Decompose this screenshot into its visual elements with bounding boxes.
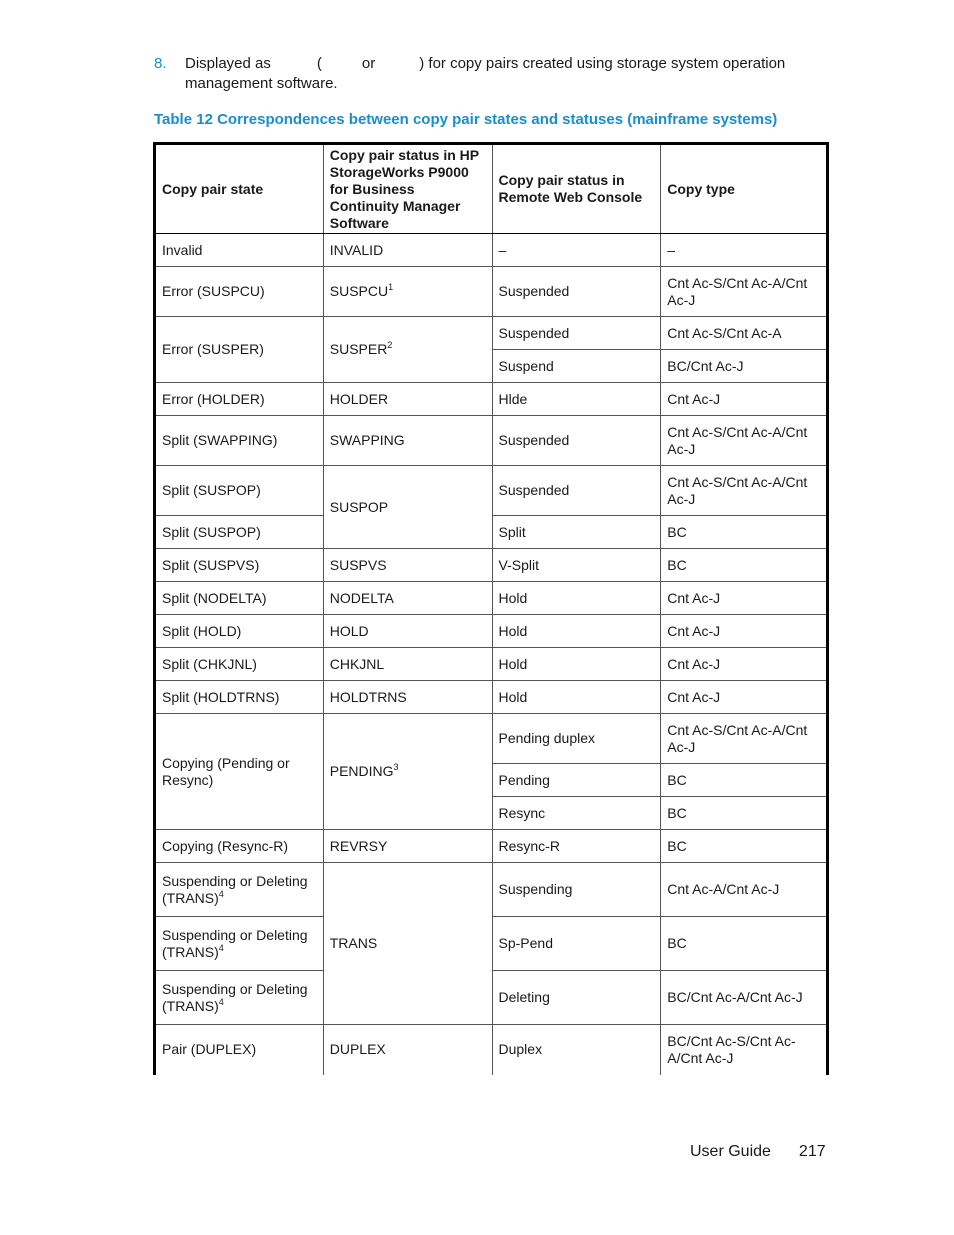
table-row (155, 466, 828, 516)
cell-rwc-status: Suspend (492, 350, 661, 383)
cell-state: Split (CHKJNL) (155, 648, 324, 681)
table-row (155, 549, 828, 582)
cell-rwc-status: V-Split (492, 549, 661, 582)
cell-bcm-status: HOLD (323, 615, 492, 648)
cell-state: Split (SUSPVS) (155, 549, 324, 582)
cell-state: Split (SWAPPING) (155, 416, 324, 466)
cell-copy-type: Cnt Ac-S/Cnt Ac-A/Cnt Ac-J (661, 466, 828, 516)
cell-copy-type: Cnt Ac-A/Cnt Ac-J (661, 863, 828, 917)
footnote-text-d: ) for copy pairs created using storage system operation management software. (185, 55, 786, 92)
cell-rwc-status: Split (492, 516, 661, 549)
cell-bcm-status: SUSPOP (323, 466, 492, 549)
cell-copy-type: BC (661, 917, 828, 971)
cell-rwc-status: Pending (492, 764, 661, 797)
footnote-ref: 1 (388, 282, 394, 292)
cell-state: Split (HOLDTRNS) (155, 681, 324, 714)
cell-bcm-status: SUSPER$^2$ (323, 317, 492, 383)
table-row (155, 714, 828, 764)
cell-state: Split (NODELTA) (155, 582, 324, 615)
cell-copy-type: BC/Cnt Ac-S/Cnt Ac-A/Cnt Ac-J (661, 1025, 828, 1075)
table-row (155, 648, 828, 681)
table-row (155, 582, 828, 615)
cell-state: Split (SUSPOP) (155, 466, 324, 516)
page-number: 217 (798, 1143, 826, 1160)
cell-bcm-status: NODELTA (323, 582, 492, 615)
cell-state: Error (SUSPCU) (155, 267, 324, 317)
cell-bcm-status: REVRSY (323, 830, 492, 863)
cell-bcm-status: SUSPVS (323, 549, 492, 582)
cell-bcm-status: HOLDTRNS (323, 681, 492, 714)
footnote-body (185, 54, 815, 94)
cell-bcm-status: SWAPPING (323, 416, 492, 466)
table-row (155, 383, 828, 416)
cell-rwc-status: Suspended (492, 466, 661, 516)
header-copy-type: Copy type (661, 144, 828, 234)
table-row (155, 416, 828, 466)
cell-bcm-status: PENDING$^3$ (323, 714, 492, 830)
cell-copy-type: BC/Cnt Ac-A/Cnt Ac-J (661, 971, 828, 1025)
footnote-text-c: or (361, 55, 376, 72)
cell-state: Copying (Pending or Resync) (155, 714, 324, 830)
cell-copy-type: BC/Cnt Ac-J (661, 350, 828, 383)
cell-copy-type: Cnt Ac-S/Cnt Ac-A (661, 317, 828, 350)
cell-copy-type: – (661, 234, 828, 267)
table-row (155, 267, 828, 317)
header-copy-pair-state: Copy pair state (155, 144, 324, 234)
cell-rwc-status: Suspended (492, 416, 661, 466)
cell-state: Suspending or Deleting (TRANS)$^4$ (155, 971, 324, 1025)
cell-rwc-status: Hold (492, 582, 661, 615)
cell-copy-type: Cnt Ac-J (661, 615, 828, 648)
cell-bcm-status: CHKJNL (323, 648, 492, 681)
cell-rwc-status: Suspending (492, 863, 661, 917)
cell-copy-type: BC (661, 516, 828, 549)
cell-state: Pair (DUPLEX) (155, 1025, 324, 1075)
table-row (155, 863, 828, 917)
cell-copy-type: BC (661, 549, 828, 582)
cell-copy-type: Cnt Ac-S/Cnt Ac-A/Cnt Ac-J (661, 267, 828, 317)
footnote-ref: 4 (218, 888, 224, 899)
cell-copy-type: BC (661, 830, 828, 863)
footnote-ref: 3 (393, 762, 399, 772)
footnote-text-b: ( (316, 55, 322, 72)
footnote-text-a: Displayed as (185, 55, 271, 72)
cell-state: Invalid (155, 234, 324, 267)
cell-bcm-status: HOLDER (323, 383, 492, 416)
cell-rwc-status: Resync-R (492, 830, 661, 863)
cell-copy-type: Cnt Ac-J (661, 582, 828, 615)
cell-state: Copying (Resync-R) (155, 830, 324, 863)
cell-state: Split (SUSPOP) (155, 516, 324, 549)
cell-rwc-status: Hold (492, 648, 661, 681)
table-row (155, 317, 828, 350)
footnote-ref: 4 (218, 996, 224, 1007)
table-row (155, 234, 828, 267)
cell-bcm-status: SUSPCU$^1$ (323, 267, 492, 317)
cell-copy-type: Cnt Ac-S/Cnt Ac-A/Cnt Ac-J (661, 416, 828, 466)
header-bcm-status: Copy pair status in HP StorageWorks P9000 for Business Continuity Manager Software (323, 144, 492, 234)
table-row (155, 615, 828, 648)
cell-state: Suspending or Deleting (TRANS)$^4$ (155, 863, 324, 917)
cell-state: Suspending or Deleting (TRANS)$^4$ (155, 917, 324, 971)
footnote-ref: 2 (387, 340, 393, 350)
cell-copy-type: BC (661, 797, 828, 830)
table-row (155, 1025, 828, 1075)
footer-guide-title: User Guide (690, 1143, 771, 1160)
page-footer (690, 1143, 826, 1161)
table-header-row (155, 144, 828, 234)
cell-state: Error (SUSPER) (155, 317, 324, 383)
cell-rwc-status: Suspended (492, 267, 661, 317)
cell-copy-type: Cnt Ac-J (661, 383, 828, 416)
copy-pair-table (153, 142, 829, 1075)
cell-rwc-status: Hold (492, 681, 661, 714)
table-row (155, 681, 828, 714)
cell-copy-type: BC (661, 764, 828, 797)
cell-rwc-status: Sp-Pend (492, 917, 661, 971)
cell-rwc-status: Suspended (492, 317, 661, 350)
footnote-number: 8. (154, 55, 167, 72)
table-caption: Table 12 Correspondences between copy pair states and statuses (mainframe systems) (154, 111, 778, 128)
cell-bcm-status: TRANS (323, 863, 492, 1025)
cell-rwc-status: Hlde (492, 383, 661, 416)
cell-bcm-status: DUPLEX (323, 1025, 492, 1075)
table-row (155, 830, 828, 863)
footnote-ref: 4 (218, 942, 224, 953)
cell-bcm-status: INVALID (323, 234, 492, 267)
cell-rwc-status: Duplex (492, 1025, 661, 1075)
cell-rwc-status: – (492, 234, 661, 267)
cell-copy-type: Cnt Ac-S/Cnt Ac-A/Cnt Ac-J (661, 714, 828, 764)
cell-copy-type: Cnt Ac-J (661, 648, 828, 681)
cell-rwc-status: Resync (492, 797, 661, 830)
cell-rwc-status: Pending duplex (492, 714, 661, 764)
cell-rwc-status: Deleting (492, 971, 661, 1025)
cell-state: Error (HOLDER) (155, 383, 324, 416)
cell-copy-type: Cnt Ac-J (661, 681, 828, 714)
cell-rwc-status: Hold (492, 615, 661, 648)
cell-state: Split (HOLD) (155, 615, 324, 648)
header-rwc-status: Copy pair status in Remote Web Console (492, 144, 661, 234)
